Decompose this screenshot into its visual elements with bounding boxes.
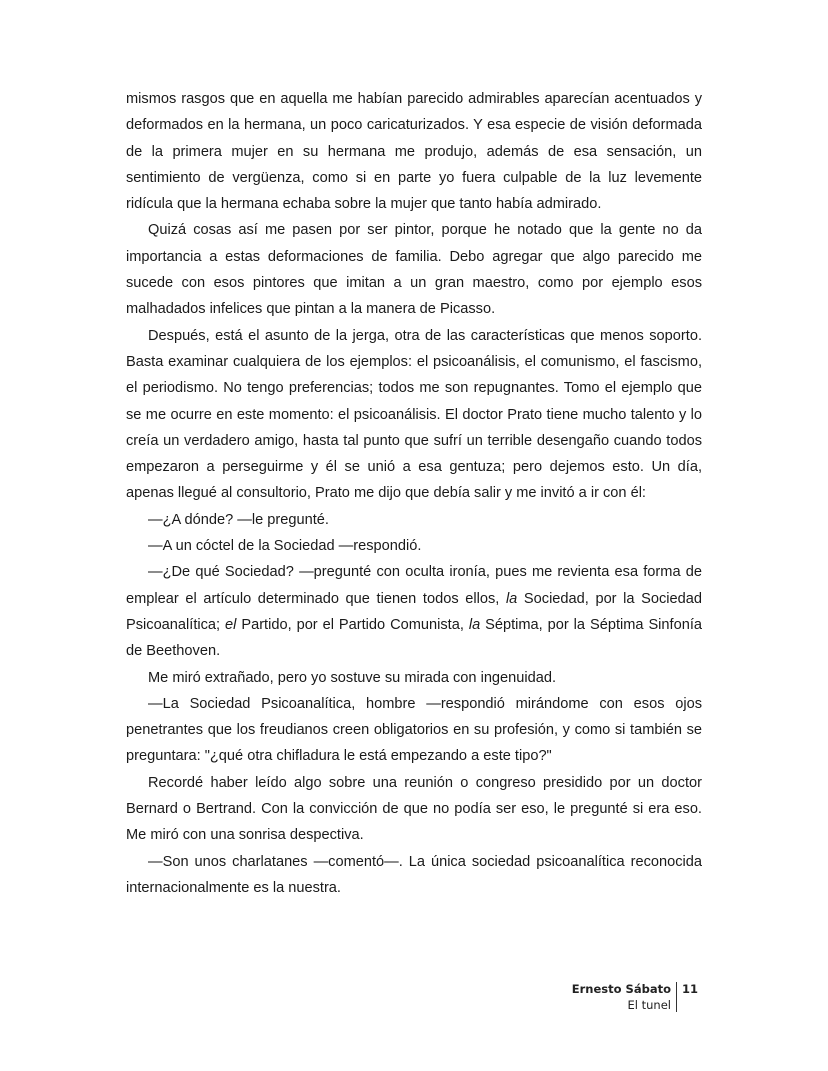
paragraph: Me miró extrañado, pero yo sostuve su mirada con ingenuidad. [148,669,557,686]
paragraph: Recordé haber leído algo sobre una reunión o congreso presidido por un doctor Bernard o Bertrand. Con la convicción de que no podía ser eso, le pregunté si era eso. Me miró con una sonrisa despectiva. [126,774,702,844]
dialogue-line: —¿De qué Sociedad? —pregunté con oculta ironía, pues me revienta esa forma de emplear el artículo determinado que tienen todos ellos, la Sociedad, por la Sociedad Psicoanalítica; el Partido, por el Partido Comunista, la Séptima, por la Séptima Sinfonía de Beethoven. [126,564,703,660]
italic-text: la [468,616,481,633]
footer-book-title: El tunel [627,998,671,1012]
dialogue-line: —A un cóctel de la Sociedad —respondió. [148,538,422,555]
footer-book-info [572,981,676,1013]
italic-text: la [505,590,518,607]
page-footer [572,981,698,1013]
dialogue-line: —Son unos charlatanes —comentó—. La única sociedad psicoanalítica reconocida internacionalmente es la nuestra. [126,853,702,896]
footer-author: Ernesto Sábato [571,982,671,996]
paragraph: mismos rasgos que en aquella me habían parecido admirables aparecían acentuados y deformados en la hermana, un poco caricaturizados. Y esa especie de visión deformada de la primera mujer en su hermana me produjo, además de esa sensación, un sentimiento de vergüenza, como si en parte yo fuera culpable de la luz levemente ridícula que la hermana echaba sobre la mujer que tanto había admirado. [126,91,702,213]
page-number: 11 [681,982,698,996]
paragraph: Quizá cosas así me pasen por ser pintor, porque he notado que la gente no da importancia a estas deformaciones de familia. Debo agregar que algo parecido me sucede con esos pintores que imitan a un gran maestro, como por ejemplo esos malhadados infelices que pintan a la manera de Picasso. [126,222,702,318]
dialogue-line: —¿A dónde? —le pregunté. [148,511,329,528]
paragraph: Después, está el asunto de la jerga, otra de las características que menos soporto. Basta examinar cualquiera de los ejemplos: el psicoanálisis, el comunismo, el fascismo, el periodismo. No tengo preferencias; todos me son repugnantes. Tomo el ejemplo que se me ocurre en este momento: el psicoanálisis. El doctor Prato tiene mucho talento y lo creía un verdadero amigo, hasta tal punto que sufrí un terrible desengaño cuando todos empezaron a perseguirme y él se unió a esa gentuza; pero dejemos esto. Un día, apenas llegué al consultorio, Prato me dijo que debía salir y me invitó a ir con él: [126,327,702,502]
italic-text: el [225,616,237,633]
dialogue-line: —La Sociedad Psicoanalítica, hombre —respondió mirándome con esos ojos penetrantes que los freudianos creen obligatorios en su profesión, y como si también se preguntara: "¿qué otra chifladura le está empezando a este tipo?" [126,695,702,765]
document-body [126,86,702,901]
